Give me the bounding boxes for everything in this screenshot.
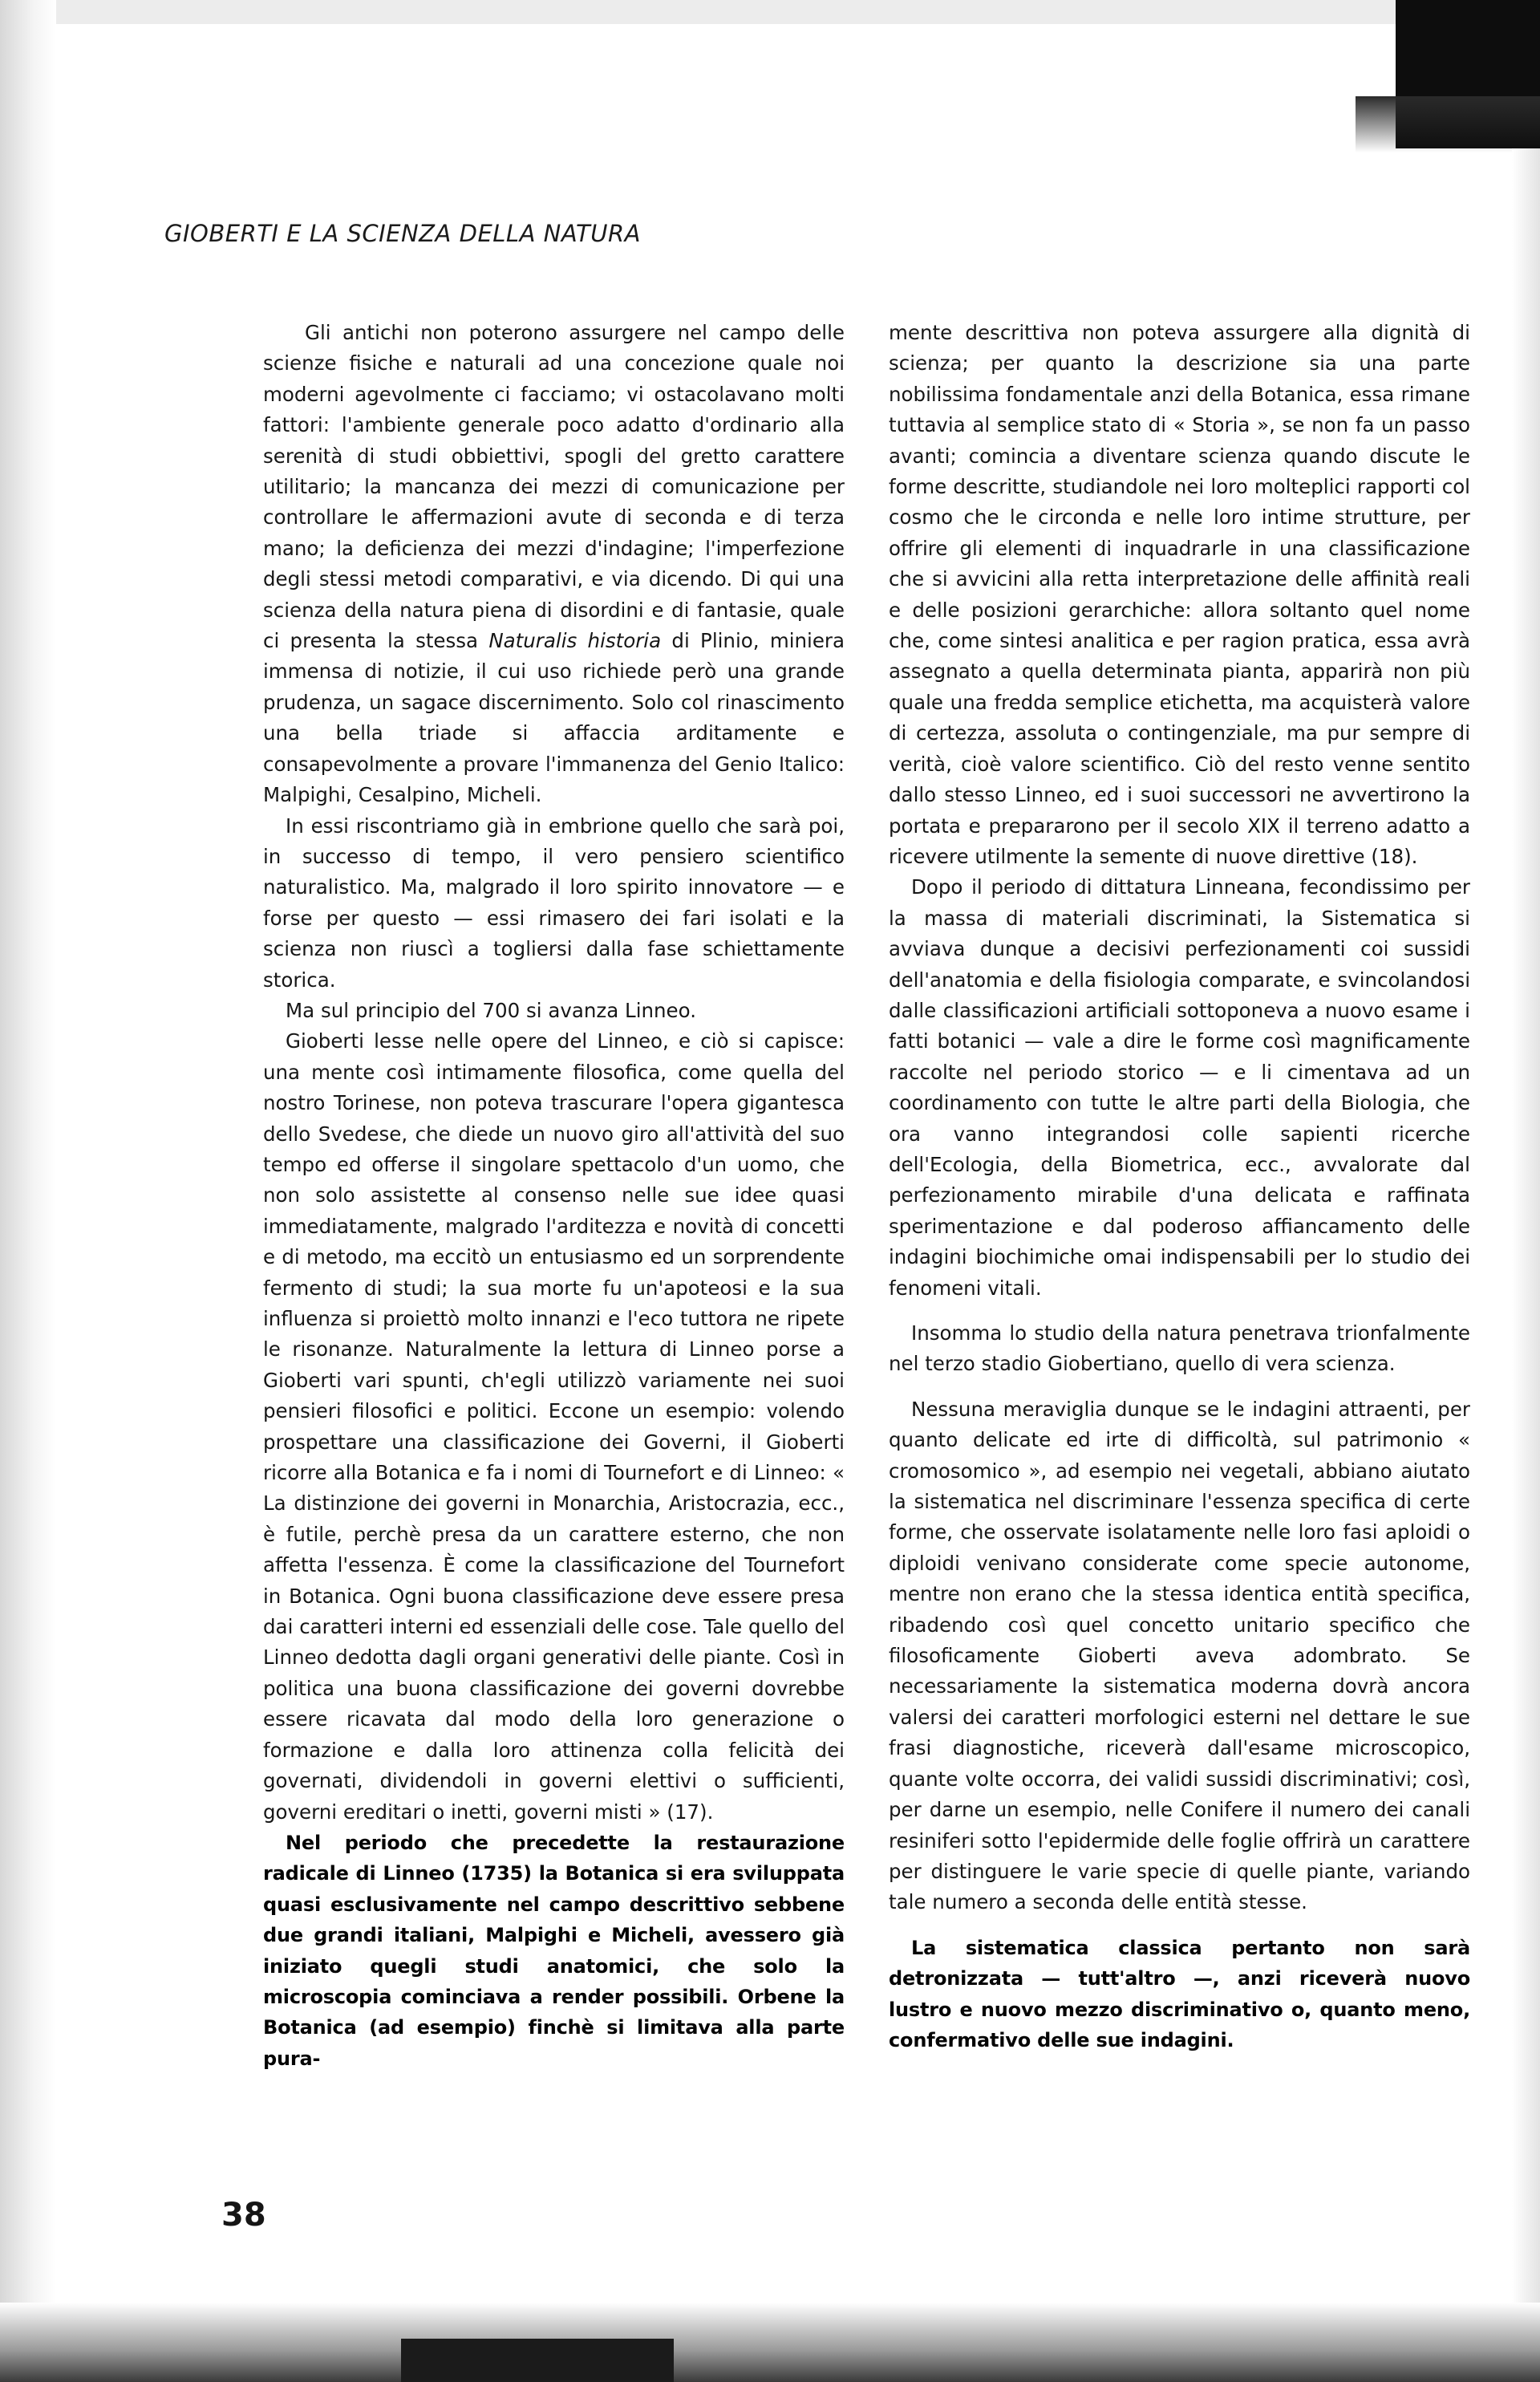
- paragraph: In essi riscontriamo già in embrione quello che sarà poi, in successo di tempo, il vero pensiero scientifico naturalistico. Ma, malgrado il loro spirito innovatore — e forse per questo — essi rimasero dei fari isolati e la scienza non riuscì a togliersi dalla fase schiettamente storica.: [263, 814, 845, 992]
- page-number: 38: [221, 2197, 266, 2234]
- paragraph: Insomma lo studio della natura penetrava trionfalmente nel terzo stadio Giobertiano, quello di vera scienza.: [889, 1321, 1470, 1376]
- italic-title: Naturalis historia: [488, 629, 662, 653]
- paragraph: Nel periodo che precedette la restaurazione radicale di Linneo (1735) la Botanica si era sviluppata quasi esclusivamente nel campo descrittivo sebbene due grandi italiani, Malpighi e Micheli, avessero già iniziato quegli studi anatomici, che solo la microscopia cominciava a render possibili. Orbene la Botanica (ad esempio) finchè si limitava alla parte pura-: [263, 1831, 845, 2070]
- scan-right-edge: [1512, 148, 1540, 2307]
- paragraph: mente descrittiva non poteva assurgere alla dignità di scienza; per quanto la descrizione sia una parte nobilissima fondamentale anzi della Botanica, essa rimane tuttavia al semplice stato di « Storia », se non fa un passo avanti; comincia a diventare scienza quando discute le forme descritte, studiandole nei loro molteplici rapporti col cosmo che le circonda e nelle loro intime strutture, per offrire gli elementi di inquadrarle in una classificazione che si avvicini alla retta interpretazione delle affinità reali e delle posizioni gerarchiche: allora soltanto quel nome che, come sintesi analitica e per ragion pratica, essa avrà assegnato a quella determinata pianta, apparirà non più quale una fredda semplice etichetta, ma acquisterà valore di certezza, assoluta o contingenziale, ma pur sempre di verità, cioè valore scientifico. Ciò del resto venne sentito dallo stesso Linneo, ed i suoi successori ne avvertirono la portata e prepararono per il secolo XIX il terreno adatto a ricevere utilmente la semente di nuove direttive (18).: [889, 321, 1470, 868]
- paragraph-text: Gli antichi non poterono assurgere nel campo delle scienze fisiche e naturali ad una concezione quale noi moderni agevolmente ci facciamo; vi ostacolavano molti fattori: l'ambiente generale poco adatto d'ordinario alla serenità di studi obbiettivi, spogli del gretto carattere utilitario; la mancanza dei mezzi di comunicazione per controllare le affermazioni avute di seconda e di terza mano; la deficienza dei mezzi d'indagine; l'imperfezione degli stessi metodi comparativi, e via dicendo. Di qui una scienza della natura piena di disordini e di fantasie, quale ci presenta la stessa: [263, 321, 845, 653]
- scan-top-band: [0, 0, 1540, 24]
- scan-corner-shadow: [1356, 96, 1540, 152]
- text-column-right: [889, 318, 1470, 2055]
- paragraph: La sistematica classica pertanto non sarà detronizzata — tutt'altro —, anzi riceverà nuovo lustro e nuovo mezzo discriminativo o, quanto meno, confermativo delle sue indagini.: [889, 1936, 1470, 2051]
- paragraph: [263, 318, 845, 811]
- paragraph: Nessuna meraviglia dunque se le indagini attraenti, per quanto delicate ed irte di difficoltà, sul patrimonio « cromosomico », ad esempio nei vegetali, abbiano aiutato la sistematica nel discriminare l'essenza specifica di certe forme, che osservate isolatamente nelle loro fasi aploidi o diploidi venivano considerate come specie autonome, mentre non erano che la stessa identica entità specifica, ribadendo così quel concetto unitario specifico che filosoficamente Gioberti aveva adombrato. Se necessariamente la sistematica moderna dovrà ancora valersi dei caratteri morfologici esterni nel dettare le sue frasi diagnostiche, riceverà dall'esame microscopico, quante volte occorra, dei validi sussidi discriminativi; così, per darne un esempio, nelle Conifere il numero dei canali resiniferi sotto l'epidermide delle foglie offrirà un carattere per distinguere le varie specie di quelle piante, variando tale numero a seconda delle entità stesse.: [889, 1397, 1470, 1914]
- paragraph: Gioberti lesse nelle opere del Linneo, e ciò si capisce: una mente così intimamente filosofica, come quella del nostro Torinese, non poteva trascurare l'opera gigantesca dello Svedese, che diede un nuovo giro all'attività del suo tempo ed offerse il singolare spettacolo d'un uomo, che non solo assistette al consenso nelle sue idee quasi immediatamente, malgrado l'arditezza e novità di concetti e di metodo, ma eccitò un entusiasmo ed un sorprendente fermento di studi; la sua morte fu un'apoteosi e la sua influenza si proiettò molto innanzi e l'eco tuttora ne ripete le risonanze. Naturalmente la lettura di Linneo porse a Gioberti vari spunti, ch'egli utilizzò variamente nei suoi pensieri filosofici e politici. Eccone un esempio: volendo prospettare una classificazione dei Governi, il Gioberti ricorre alla Botanica e fa i nomi di Tournefort e di Linneo: « La distinzione dei governi in Monarchia, Aristocrazia, ecc., è futile, perchè presa da un carattere esterno, che non affetta l'essenza. È come la classificazione del Tournefort in Botanica. Ogni buona classificazione deve essere presa dai caratteri interni ed essenziali delle cose. Tale quello del Linneo dedotta dagli organi generativi delle piante. Così in politica una buona classificazione dei governi dovrebbe essere ricavata dal modo della loro generazione o formazione e dalla loro attinenza colla felicità dei governati, dividendoli in governi elettivi o sufficienti, governi ereditari o inetti, governi misti » (17).: [263, 1029, 845, 1824]
- scan-bottom-edge: [0, 2303, 1540, 2382]
- running-head: GIOBERTI E LA SCIENZA DELLA NATURA: [164, 220, 641, 247]
- scan-left-edge: [0, 0, 56, 2382]
- paragraph: Dopo il periodo di dittatura Linneana, fecondissimo per la massa di materiali discriminati, la Sistematica si avviava dunque a decisivi perfezionamenti coi sussidi dell'anatomia e della fisiologia comparate, e svincolandosi dalle classificazioni artificiali sottoponeva a nuovo esame i fatti botanici — vale a dire le forme così magnificamente raccolte nel periodo storico — e li cimentava ad un coordinamento con tutte le altre parti della Biologia, che ora vanno integrandosi colle sapienti ricerche dell'Ecologia, della Biometrica, ecc., avvalorate dal perfezionamento mirabile d'una delicata e raffinata sperimentazione e dal poderoso affiancamento delle indagini biochimiche omai indispensabili per lo studio dei fenomeni vitali.: [889, 875, 1470, 1300]
- paragraph-text: di Plinio, miniera immensa di notizie, il cui uso richiede però una grande prudenza, un sagace discernimento. Solo col rinascimento una bella triade si affaccia arditamente e consapevolmente a provare l'immanenza del Genio Italico: Malpighi, Cesalpino, Micheli.: [263, 629, 845, 807]
- paragraph: Ma sul principio del 700 si avanza Linneo.: [286, 998, 696, 1022]
- text-column-left: [263, 318, 845, 2074]
- scan-bottom-shadow: [401, 2339, 674, 2382]
